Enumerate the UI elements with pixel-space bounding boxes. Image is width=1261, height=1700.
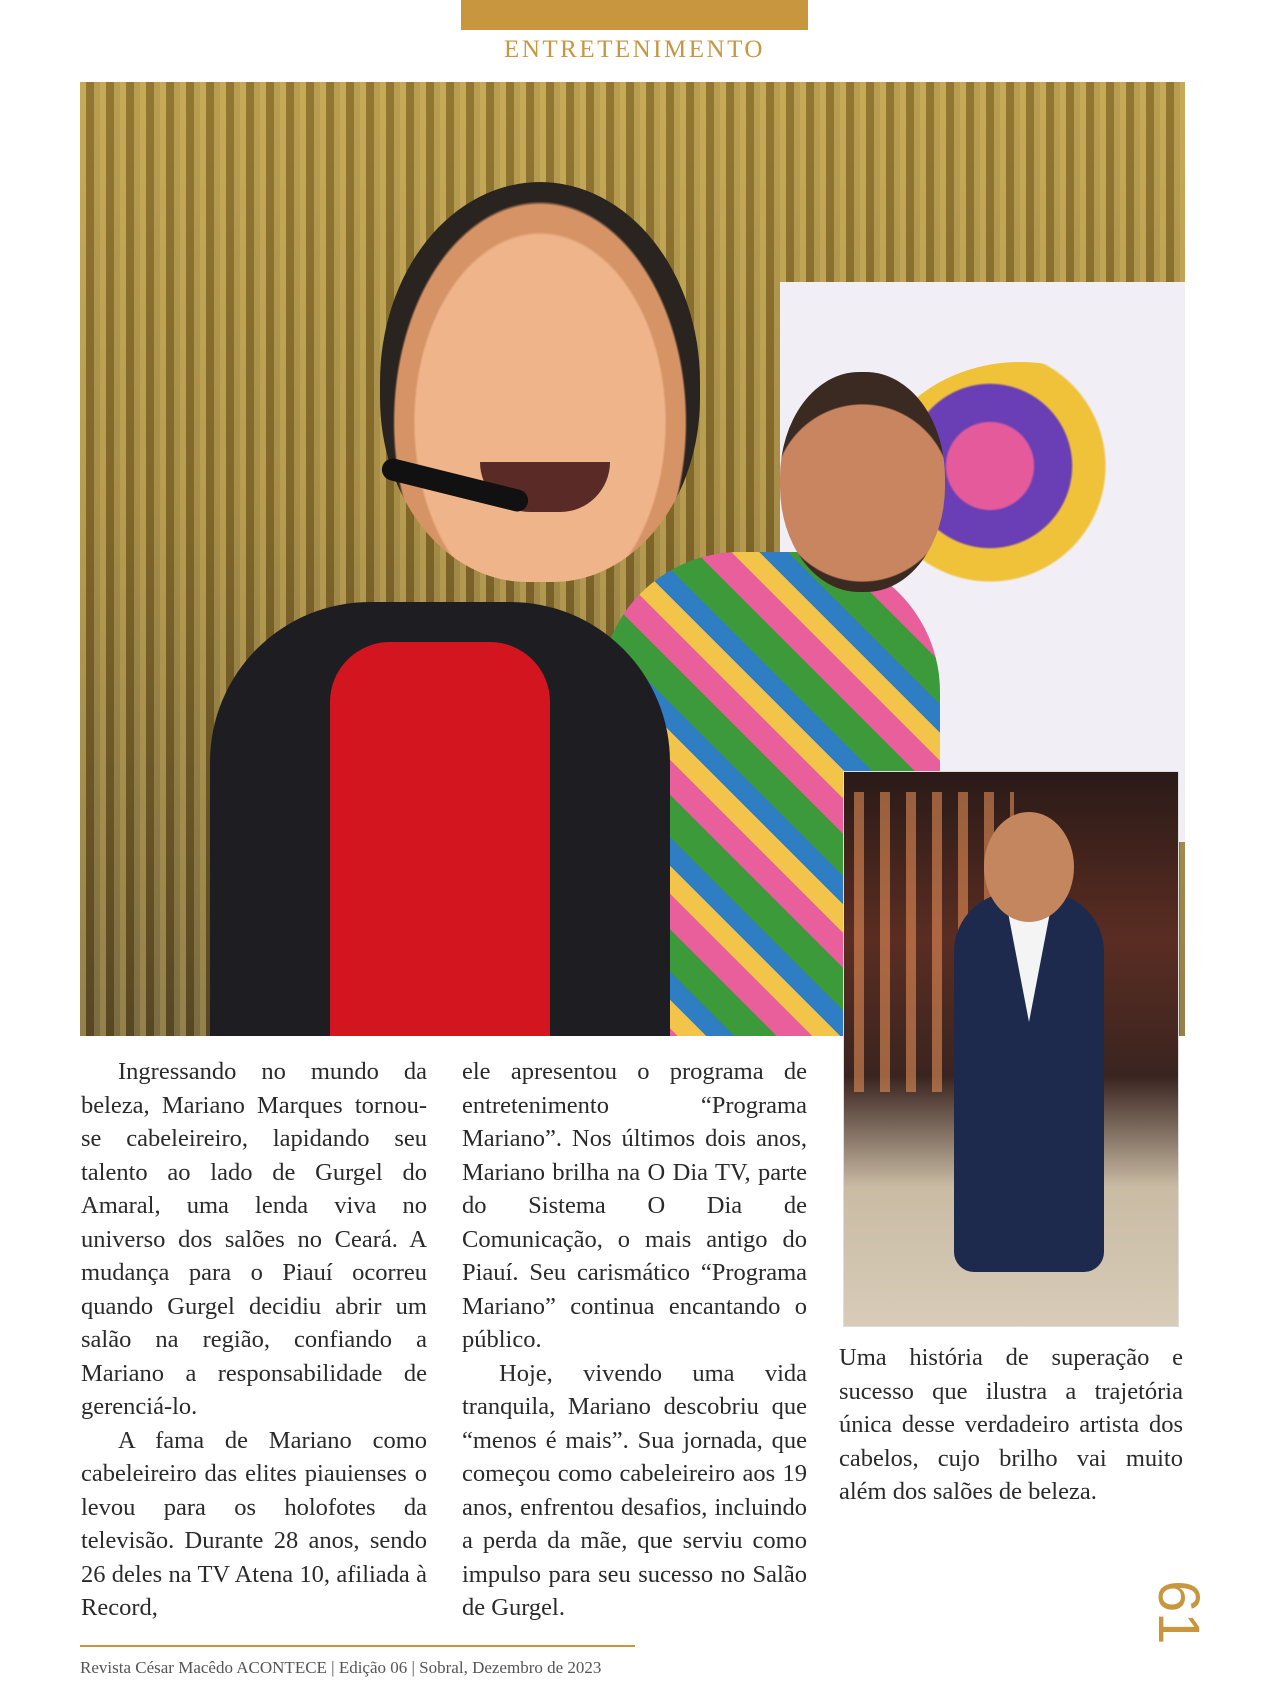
footer-rule xyxy=(80,1645,635,1647)
presenter-face xyxy=(984,812,1074,922)
header-bar xyxy=(461,0,808,30)
paragraph: A fama de Mariano como cabeleireiro das elites piauienses o levou para os holofotes da televisão. Durante 28 anos, sendo 26 deles na TV Atena 10, afiliada à Record, xyxy=(81,1426,427,1621)
article-column-2 xyxy=(462,1055,807,1625)
article-column-1 xyxy=(81,1055,427,1625)
mascot-head xyxy=(380,182,700,582)
paragraph: ele apresentou o programa de entretenimento “Programa Mariano”. Nos últimos dois anos, Mariano brilha na O Dia TV, parte do Sistema O Dia de Comunicação, o mais antigo do Piauí. Seu carismático “Programa Mariano” continua encantando o público. xyxy=(462,1058,807,1353)
mascot-red-shirt xyxy=(330,642,550,1036)
page-number: 61 xyxy=(1146,1580,1211,1645)
presenter-head xyxy=(780,372,945,592)
paragraph: Uma história de superação e sucesso que ilustra a trajetória única desse verdadeiro artista dos cabelos, cujo brilho vai muito além dos salões de beleza. xyxy=(839,1344,1183,1505)
side-photo xyxy=(843,771,1179,1327)
paragraph: Hoje, vivendo uma vida tranquila, Mariano descobriu que “menos é mais”. Sua jornada, que começou como cabeleireiro aos 19 anos, enfrentou desafios, incluindo a perda da mãe, que serviu como impulso para seu sucesso no Salão de Gurgel. xyxy=(462,1359,807,1621)
footer-credit: Revista César Macêdo ACONTECE | Edição 06 | Sobral, Dezembro de 2023 xyxy=(80,1658,602,1677)
article-column-3 xyxy=(839,1341,1183,1509)
paragraph: Ingressando no mundo da beleza, Mariano Marques tornou-se cabeleireiro, lapidando seu talento ao lado de Gurgel do Amaral, uma lenda viva no universo dos salões no Ceará. A mudança para o Piauí ocorreu quando Gurgel decidiu abrir um salão na região, confiando a Mariano a responsabilidade de gerenciá-lo. xyxy=(81,1058,427,1420)
section-title: ENTRETENIMENTO xyxy=(504,36,765,63)
